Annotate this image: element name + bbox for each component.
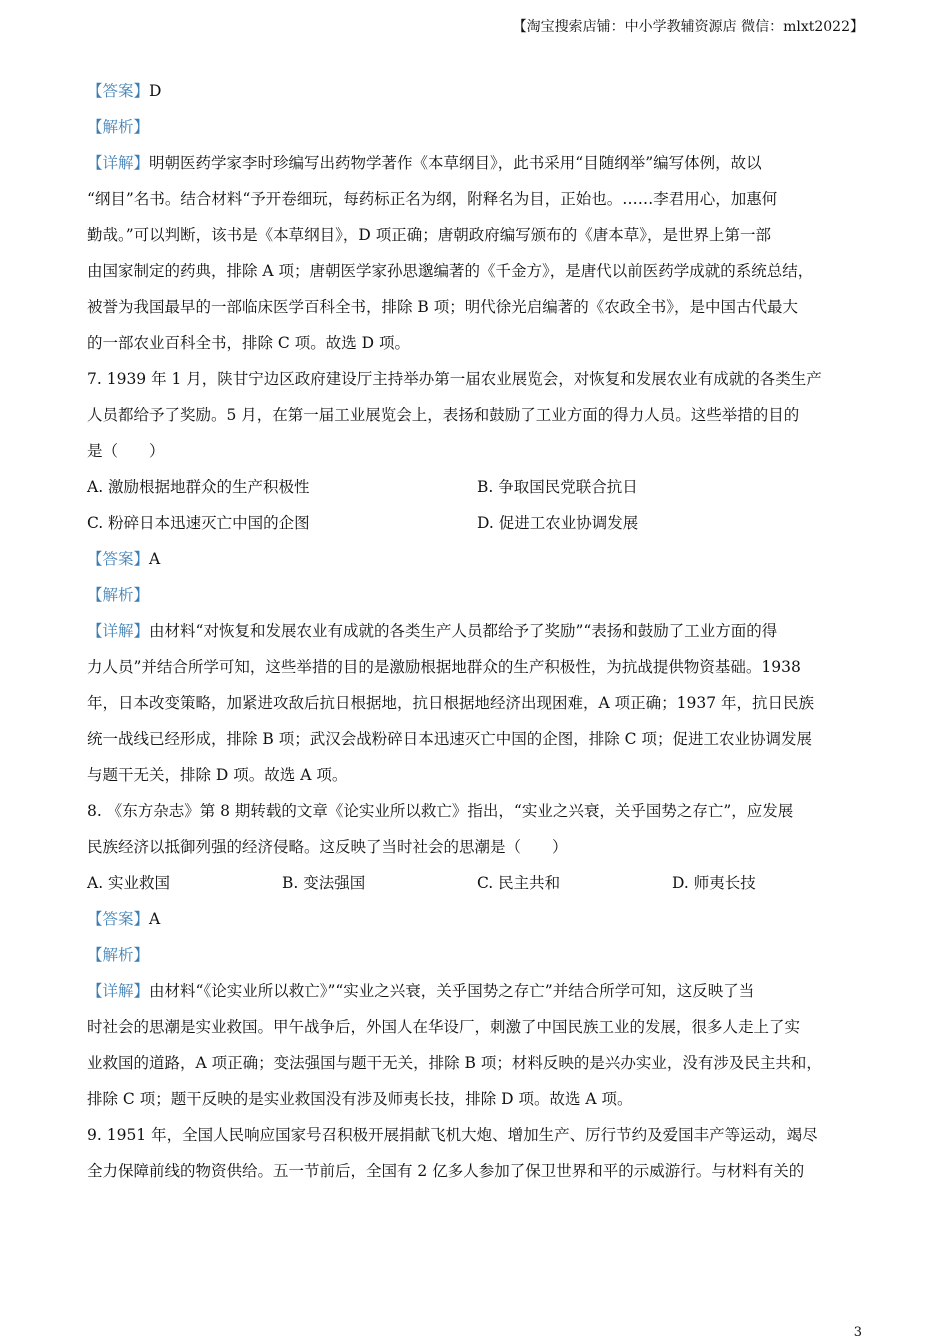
- option-b: B. 争取国民党联合抗日: [477, 478, 638, 496]
- option-b: B. 变法强国: [282, 874, 366, 892]
- options-row: [87, 868, 867, 904]
- question-stem-line: 9. 1951 年，全国人民响应国家号召积极开展捐献飞机大炮、增加生产、厉行节约及爱国丰产等运动，竭尽: [87, 1126, 818, 1144]
- analysis-tag-line: [87, 940, 867, 976]
- detail-line: 统一战线已经形成，排除 B 项；武汉会战粉碎日本迅速灭亡中国的企图，排除 C 项；促进工农业协调发展: [87, 730, 812, 748]
- question-stem-line: 人员都给予了奖励。5 月，在第一届工业展览会上，表扬和鼓励了工业方面的得力人员。这些举措的目的: [87, 406, 800, 424]
- analysis-tag-line: [87, 580, 867, 616]
- option-a: A. 激励根据地群众的生产积极性: [87, 478, 310, 496]
- detail-line: 【详解】由材料“对恢复和发展农业有成就的各类生产人员都给予了奖励”“表扬和鼓励了工业方面的得: [87, 622, 778, 640]
- answer-line: [87, 76, 867, 112]
- analysis-tag: 【解析】: [87, 118, 150, 136]
- detail-line: 的一部农业百科全书，排除 C 项。故选 D 项。: [87, 334, 410, 352]
- document-body: [87, 76, 867, 1192]
- answer-line: [87, 544, 867, 580]
- question-stem-line: 8. 《东方杂志》第 8 期转载的文章《论实业所以救亡》指出，“实业之兴衰，关乎国势之存亡”，应发展: [87, 802, 794, 820]
- detail-line: 年，日本改变策略，加紧进攻敌后抗日根据地，抗日根据地经济出现困难，A 项正确；1937 年，抗日民族: [87, 694, 814, 712]
- detail-line: 与题干无关，排除 D 项。故选 A 项。: [87, 766, 348, 784]
- detail-line: “纲目”名书。结合材料“予开卷细玩，每药标正名为纲，附释名为目，正始也。……李君用心，加惠何: [87, 190, 778, 208]
- detail-line: 时社会的思潮是实业救国。甲午战争后，外国人在华设厂，刺激了中国民族工业的发展，很多人走上了实: [87, 1018, 801, 1036]
- answer-line: [87, 904, 867, 940]
- detail-line: 由国家制定的药典，排除 A 项；唐朝医学家孙思邈编著的《千金方》，是唐代以前医药学成就的系统总结，: [87, 262, 814, 280]
- detail-line: 力人员”并结合所学可知，这些举措的目的是激励根据地群众的生产积极性，为抗战提供物资基础。1938: [87, 658, 801, 676]
- detail-tag: 【详解】: [87, 982, 150, 1000]
- detail-line: 勤哉。”可以判断，该书是《本草纲目》，D 项正确；唐朝政府编写颁布的《唐本草》，是世界上第一部: [87, 226, 772, 244]
- answer-tag: 【答案】: [87, 910, 150, 928]
- detail-tag: 【详解】: [87, 154, 150, 172]
- question-stem-line: 民族经济以抵御列强的经济侵略。这反映了当时社会的思潮是（ ）: [87, 838, 568, 856]
- analysis-tag: 【解析】: [87, 946, 150, 964]
- page-header: 【淘宝搜索店铺：中小学教辅资源店 微信：mlxt2022】: [512, 19, 864, 35]
- detail-line: 排除 C 项；题干反映的是实业救国没有涉及师夷长技，排除 D 项。故选 A 项。: [87, 1090, 633, 1108]
- detail-line: 业救国的道路，A 项正确；变法强国与题干无关，排除 B 项；材料反映的是兴办实业，没有涉及民主共和，: [87, 1054, 822, 1072]
- answer-value: A: [149, 550, 161, 568]
- option-d: D. 促进工农业协调发展: [477, 514, 639, 532]
- analysis-tag: 【解析】: [87, 586, 150, 604]
- answer-value: D: [149, 82, 162, 100]
- option-c: C. 民主共和: [477, 874, 561, 892]
- page-number: 3: [853, 1325, 862, 1340]
- detail-tag: 【详解】: [87, 622, 150, 640]
- answer-tag: 【答案】: [87, 82, 150, 100]
- answer-tag: 【答案】: [87, 550, 150, 568]
- question-stem-line: 7. 1939 年 1 月，陕甘宁边区政府建设厅主持举办第一届农业展览会，对恢复和发展农业有成就的各类生产: [87, 370, 822, 388]
- question-stem-line: 是（ ）: [87, 442, 165, 460]
- detail-line: 【详解】明朝医药学家李时珍编写出药物学著作《本草纲目》，此书采用“目随纲举”编写体例，故以: [87, 154, 762, 172]
- detail-line: 被誉为我国最早的一部临床医学百科全书，排除 B 项；明代徐光启编著的《农政全书》，是中国古代最大: [87, 298, 798, 316]
- question-stem-line: 全力保障前线的物资供给。五一节前后，全国有 2 亿多人参加了保卫世界和平的示威游行。与材料有关的: [87, 1162, 805, 1180]
- options-row: [87, 472, 867, 508]
- option-d: D. 师夷长技: [672, 874, 756, 892]
- answer-value: A: [149, 910, 161, 928]
- analysis-tag-line: [87, 112, 867, 148]
- option-a: A. 实业救国: [87, 874, 171, 892]
- options-row: [87, 508, 867, 544]
- detail-line: 【详解】由材料“《论实业所以救亡》”“实业之兴衰，关乎国势之存亡”并结合所学可知，这反映了当: [87, 982, 755, 1000]
- option-c: C. 粉碎日本迅速灭亡中国的企图: [87, 514, 310, 532]
